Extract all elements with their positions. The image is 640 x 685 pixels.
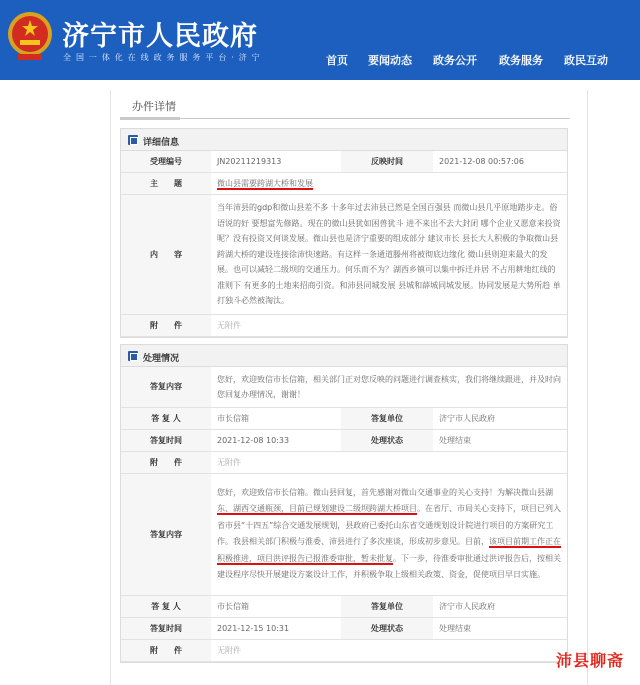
detail-panel-header <box>121 129 567 151</box>
table-row <box>121 315 567 337</box>
table-row <box>121 195 567 315</box>
nav-news[interactable]: 要闻动态 <box>368 54 412 67</box>
reply-content-label: 答复内容 <box>121 367 211 407</box>
reply-time-label: 答复时间 <box>121 429 211 451</box>
title-tab-marker <box>120 117 180 120</box>
site-subtitle: 全 国 一 体 化 在 线 政 务 服 务 平 台 · 济 宁 <box>63 53 261 62</box>
subject-label: 主 题 <box>121 173 211 195</box>
reply2-text-c: 。下一步，待淮委审批通过洪评报告后，按相关建设程序尽快开展建设方案设计工作，并积极争取上级相关政策、资金，促使项目早日实施。 <box>217 553 561 579</box>
reply1-replier: 市长信箱 <box>211 407 341 429</box>
reply1-status: 处理结束 <box>433 429 567 451</box>
case-no-value: JN20211219313 <box>211 151 341 173</box>
table-row <box>121 173 567 195</box>
attachment-value: 无附件 <box>211 315 567 337</box>
subject-cell <box>211 173 567 195</box>
reply2-content <box>211 473 567 595</box>
table-row <box>121 617 567 639</box>
table-row <box>121 367 567 407</box>
site-title[interactable]: 济宁市人民政府 <box>62 21 258 52</box>
table-row <box>121 151 567 173</box>
nav-services[interactable]: 政务服务 <box>499 54 543 67</box>
info-icon <box>128 135 138 145</box>
attachment-label: 附 件 <box>121 315 211 337</box>
reply2-replier: 市长信箱 <box>211 595 341 617</box>
nav-home[interactable]: 首页 <box>326 54 348 67</box>
status-label: 处理状态 <box>341 429 433 451</box>
feedback-time-label: 反映时间 <box>341 151 433 173</box>
reply2-text-b: 。在省厅、市局关心支持下，项目已列入省市县“十四五”综合交通发展规划，县政府已委托山东省交通规划设计院进行项目的方案研究工作。我县相关部门积极与淮委、沛县进行了多次座谈，形成初步意见。目前， <box>217 504 561 546</box>
reply1-time: 2021-12-08 10:33 <box>211 429 341 451</box>
reply-unit-label: 答复单位 <box>341 595 433 617</box>
content-value: 当年沛县的gdp和微山县差不多 十多年过去沛县已然是全国百强县 而微山县几乎原地踏步走。俗语说的好 要想富先修路。现在的微山县犹如困兽犹斗 进不来出不去大封闭 哪个企业又愿意来投资呢？没有投资又何谈发展。微山县也是济宁重要的组成部分 建议市长 县长大人积极的争取微山县跨湖大桥的建设连接徐沛快速路。有这样一条通道滕州将被彻底边缘化 微山县则迎来最大的发展。也可以减轻二级坝的交通压力。何乐而不为？湖西乡镇可以集中拆迁并居 不占用耕地红线的准则下 有更多的土地来招商引资。和沛县同城发展 县城和薛城同城发展。协同发展是大势所趋 单打独斗必然被淘汰。 <box>211 195 567 315</box>
reply2-time: 2021-12-15 10:31 <box>211 617 341 639</box>
reply2-text-a: 您好，欢迎致信市长信箱。微山县回复，首先感谢对微山交通事业的关心支持！为解决微山县湖 <box>217 487 553 497</box>
detail-table <box>121 151 567 337</box>
reply-unit-label: 答复单位 <box>341 407 433 429</box>
nav-interaction[interactable]: 政民互动 <box>564 54 608 67</box>
reply1-attachment: 无附件 <box>211 451 567 473</box>
status-label: 处理状态 <box>341 617 433 639</box>
handling-section-title: 处理情况 <box>143 354 180 364</box>
attachment-label: 附 件 <box>121 639 211 661</box>
attachment-label: 附 件 <box>121 451 211 473</box>
reply1-content: 您好，欢迎致信市长信箱，相关部门正对您反映的问题进行调查核实，我们将继续跟进，并及时向您回复办理情况，谢谢！ <box>211 367 567 407</box>
watermark: 沛县聊斋 <box>556 651 625 670</box>
reply-content-label: 答复内容 <box>121 473 211 595</box>
handling-table <box>121 367 567 662</box>
reply2-attachment: 无附件 <box>211 639 567 661</box>
national-emblem-icon <box>6 10 54 62</box>
table-row <box>121 595 567 617</box>
handling-panel-header <box>121 345 567 367</box>
table-row <box>121 451 567 473</box>
replier-label: 答 复 人 <box>121 407 211 429</box>
reply-time-label: 答复时间 <box>121 617 211 639</box>
reply2-unit: 济宁市人民政府 <box>433 595 567 617</box>
case-no-label: 受理编号 <box>121 151 211 173</box>
title-divider <box>120 118 570 119</box>
detail-panel <box>120 128 568 338</box>
table-row <box>121 639 567 661</box>
reply2-highlight-2: 该项目前期工作正在积极推进，项目洪评报告已报淮委审批，暂未批复 <box>217 537 561 563</box>
reply1-unit: 济宁市人民政府 <box>433 407 567 429</box>
handling-panel <box>120 344 568 663</box>
process-icon <box>128 351 138 361</box>
subject-value: 微山县需要跨湖大桥和发展 <box>217 179 313 188</box>
reply2-highlight-1: 东、湖西交通瓶颈，目前已规划建设二级坝跨湖大桥项目 <box>217 504 417 513</box>
reply2-status: 处理结束 <box>433 617 567 639</box>
feedback-time-value: 2021-12-08 00:57:06 <box>433 151 567 173</box>
table-row <box>121 407 567 429</box>
page-title: 办件详情 <box>132 100 176 113</box>
nav-public[interactable]: 政务公开 <box>433 54 477 67</box>
detail-section-title: 详细信息 <box>143 138 180 148</box>
table-row <box>121 429 567 451</box>
table-row <box>121 473 567 595</box>
replier-label: 答 复 人 <box>121 595 211 617</box>
site-header <box>0 0 640 80</box>
content-label: 内 容 <box>121 195 211 315</box>
